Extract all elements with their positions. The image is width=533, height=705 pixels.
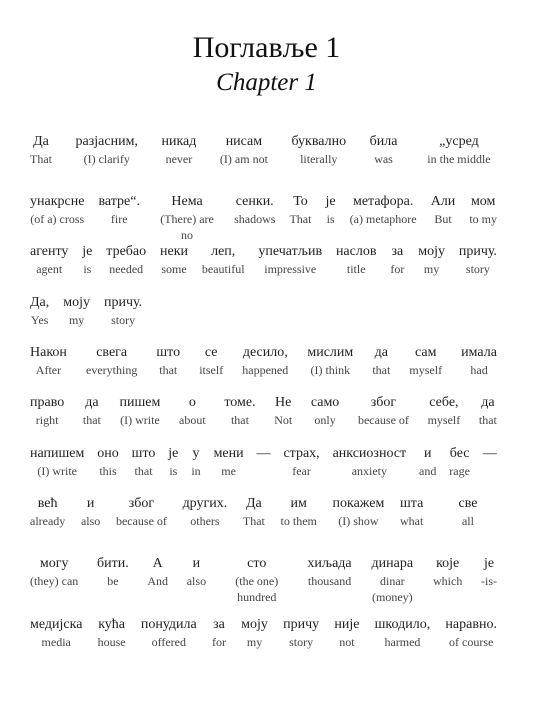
word-pair — [199, 344, 223, 378]
gloss: needed — [109, 262, 144, 276]
word-pair — [479, 394, 497, 428]
gloss: (I) think — [310, 363, 351, 377]
source-word: и — [423, 446, 432, 461]
word-pair — [154, 193, 220, 243]
gloss: also — [186, 574, 207, 588]
gloss: to them — [280, 514, 317, 528]
word-pair — [168, 445, 178, 479]
gloss: is — [169, 464, 178, 478]
gloss: agent — [36, 262, 63, 276]
gloss: rage — [449, 464, 470, 478]
word-pair — [311, 394, 339, 428]
word-pair — [445, 616, 497, 650]
source-word: које — [436, 556, 460, 571]
word-pair — [283, 445, 319, 479]
source-word: се — [204, 345, 218, 360]
gloss: anxiety — [351, 464, 388, 478]
word-pair — [481, 555, 497, 589]
gloss: for — [390, 262, 405, 276]
gloss: and — [419, 464, 437, 478]
gloss: is — [326, 212, 335, 226]
word-pair — [191, 445, 200, 479]
gloss: That — [242, 514, 265, 528]
word-pair — [183, 495, 228, 529]
word-pair — [459, 243, 497, 277]
word-pair — [241, 616, 268, 650]
gloss: in the middle — [427, 152, 491, 166]
source-word: ватре“. — [98, 194, 140, 209]
word-pair — [141, 616, 197, 650]
gloss: (I) show — [338, 514, 379, 528]
word-pair — [214, 445, 244, 479]
gloss: And — [147, 574, 169, 588]
word-pair — [258, 243, 322, 277]
source-word: сенки. — [235, 194, 274, 209]
word-pair — [97, 555, 129, 589]
source-word: оно — [97, 446, 119, 461]
chapter-subtitle: Chapter 1 — [216, 69, 317, 96]
source-word: томе. — [224, 395, 256, 410]
source-word: медијска — [30, 617, 83, 632]
gloss: for — [211, 635, 226, 649]
gloss: offered — [151, 635, 186, 649]
source-word: могу — [39, 556, 69, 571]
gloss: literally — [300, 152, 338, 166]
gloss: some — [161, 262, 187, 276]
source-word: већ — [37, 496, 58, 511]
gloss: is — [83, 262, 92, 276]
interlinear-line — [30, 495, 497, 529]
word-pair — [334, 616, 359, 650]
source-word: страх, — [283, 446, 320, 461]
word-pair — [98, 193, 140, 227]
source-word: Да — [33, 134, 49, 149]
source-word: динара — [371, 556, 414, 571]
word-pair — [104, 294, 142, 328]
source-word: само — [310, 395, 340, 410]
source-word: моју — [241, 617, 268, 632]
source-word: свега — [96, 345, 128, 360]
source-word: шта — [400, 496, 424, 511]
word-pair — [83, 394, 101, 428]
gloss: myself — [427, 413, 461, 427]
gloss: house — [97, 635, 126, 649]
word-pair — [449, 445, 470, 479]
source-word: понудила — [140, 617, 197, 632]
word-pair — [30, 243, 68, 277]
source-word: покажем — [332, 496, 385, 511]
source-word: неки — [160, 244, 188, 259]
gloss: in — [191, 464, 201, 478]
word-pair — [336, 243, 377, 277]
word-pair — [187, 555, 206, 589]
gloss: my — [423, 262, 440, 276]
gloss: fear — [292, 464, 311, 478]
word-pair — [81, 495, 100, 529]
source-word: да — [85, 395, 99, 410]
gloss: (a) metaphore — [349, 212, 417, 226]
word-pair — [431, 193, 456, 227]
source-word: моју — [418, 244, 445, 259]
interlinear-line — [30, 243, 497, 277]
source-word: — — [482, 446, 497, 461]
source-word: унакрсне — [30, 194, 85, 209]
word-pair — [358, 394, 409, 428]
word-pair — [234, 193, 275, 227]
source-word: све — [458, 496, 478, 511]
gloss: title — [346, 262, 366, 276]
gloss: others — [190, 514, 220, 528]
source-word: разјасним, — [75, 134, 138, 149]
word-pair — [30, 193, 84, 227]
gloss: had — [470, 363, 488, 377]
gloss: (of a) cross — [30, 212, 85, 226]
source-word: била — [369, 134, 398, 149]
source-word: о — [188, 395, 196, 410]
interlinear-line — [30, 394, 497, 428]
gloss: (the one) hundred — [235, 574, 279, 604]
source-word: бити. — [96, 556, 129, 571]
source-word: што — [131, 446, 156, 461]
word-pair — [63, 294, 90, 328]
interlinear-line — [30, 193, 497, 243]
source-word: да — [481, 395, 495, 410]
gloss: only — [314, 413, 336, 427]
word-pair — [428, 394, 461, 428]
gloss: (I) write — [120, 413, 160, 427]
source-word: никад — [161, 134, 197, 149]
gloss: After — [35, 363, 62, 377]
source-word: и — [86, 496, 95, 511]
source-word: других. — [182, 496, 228, 511]
gloss: that — [478, 413, 497, 427]
source-word: Након — [30, 345, 67, 360]
gloss: right — [35, 413, 59, 427]
word-pair — [76, 133, 138, 167]
gloss: about — [179, 413, 206, 427]
word-pair — [120, 394, 161, 428]
word-pair — [106, 243, 146, 277]
gloss: this — [99, 464, 117, 478]
word-pair — [116, 495, 167, 529]
chapter-heading — [0, 0, 533, 98]
word-pair — [400, 495, 423, 529]
interlinear-line — [30, 344, 497, 378]
gloss: my — [68, 313, 85, 327]
word-pair — [326, 193, 336, 227]
source-word: бес — [449, 446, 470, 461]
word-pair — [30, 555, 78, 589]
gloss: never — [165, 152, 193, 166]
gloss: to my — [469, 212, 497, 226]
gloss: story — [289, 635, 314, 649]
gloss: that — [159, 363, 178, 377]
source-word: наравно. — [445, 617, 497, 632]
gloss: (they) can — [30, 574, 79, 588]
source-word: је — [82, 244, 93, 259]
word-pair — [97, 445, 119, 479]
word-pair — [307, 555, 351, 589]
source-word: у — [192, 446, 200, 461]
source-word: и — [192, 556, 201, 571]
source-word: наслов — [335, 244, 377, 259]
source-word: за — [391, 244, 404, 259]
gloss: (I) am not — [219, 152, 268, 166]
interlinear-line — [30, 555, 497, 605]
source-word: требао — [106, 244, 147, 259]
word-pair — [82, 243, 92, 277]
gloss: But — [434, 212, 452, 226]
source-word: Не — [275, 395, 292, 410]
source-word: упечатљив — [258, 244, 323, 259]
source-word: сто — [247, 556, 267, 571]
gloss: (I) write — [37, 464, 77, 478]
gloss: which — [433, 574, 463, 588]
gloss: that — [82, 413, 101, 427]
gloss: be — [107, 574, 119, 588]
word-pair — [370, 555, 414, 605]
source-word: пишем — [119, 395, 161, 410]
word-pair — [483, 445, 497, 463]
word-pair — [421, 133, 497, 167]
word-pair — [433, 555, 462, 589]
gloss: happened — [242, 363, 289, 377]
word-pair — [212, 616, 226, 650]
source-word: леп, — [211, 244, 236, 259]
gloss: also — [80, 514, 101, 528]
gloss: of course — [449, 635, 494, 649]
gloss: all — [461, 514, 474, 528]
source-word: имала — [461, 345, 497, 360]
word-pair — [156, 344, 180, 378]
gloss: fire — [110, 212, 128, 226]
interlinear-line — [30, 616, 497, 650]
gloss: me — [221, 464, 236, 478]
word-pair — [291, 133, 346, 167]
gloss: That — [30, 152, 52, 166]
source-word: је — [325, 194, 336, 209]
source-word: није — [334, 617, 360, 632]
gloss: That — [289, 212, 312, 226]
source-word: сам — [415, 345, 437, 360]
source-word: причу. — [458, 244, 497, 259]
source-word: мом — [470, 194, 496, 209]
word-pair — [220, 133, 268, 167]
gloss: was — [374, 152, 393, 166]
source-word: десило, — [242, 345, 288, 360]
gloss: dinar (money) — [372, 574, 413, 604]
word-pair — [160, 243, 188, 277]
word-pair — [30, 294, 49, 328]
gloss: (I) clarify — [83, 152, 130, 166]
source-word: Али — [430, 194, 456, 209]
source-word: за — [213, 617, 225, 632]
word-pair — [439, 495, 497, 529]
gloss: harmed — [384, 635, 421, 649]
word-pair — [98, 616, 126, 650]
word-pair — [461, 344, 497, 378]
word-pair — [257, 445, 271, 463]
word-pair — [30, 344, 67, 378]
source-word: А — [152, 556, 163, 571]
word-pair — [283, 616, 319, 650]
word-pair — [30, 616, 82, 650]
word-pair — [161, 133, 196, 167]
gloss: itself — [199, 363, 224, 377]
gloss: everything — [86, 363, 138, 377]
source-word: Нема — [171, 194, 203, 209]
word-pair — [281, 495, 317, 529]
gloss: -is- — [481, 574, 497, 588]
gloss: Yes — [30, 313, 49, 327]
source-word: агенту — [30, 244, 69, 259]
interlinear-line — [30, 133, 497, 167]
source-word: напишем — [30, 446, 85, 461]
gloss: not — [339, 635, 355, 649]
word-pair — [30, 495, 65, 529]
word-pair — [30, 133, 52, 167]
source-word: шкодило, — [374, 617, 431, 632]
word-pair — [409, 344, 442, 378]
gloss: because of — [357, 413, 409, 427]
word-pair — [242, 344, 288, 378]
source-word: анксиозност — [332, 446, 407, 461]
source-word: метафора. — [352, 194, 414, 209]
word-pair — [224, 394, 255, 428]
word-pair — [30, 445, 84, 479]
word-pair — [372, 344, 390, 378]
source-word: причу. — [104, 295, 143, 310]
gloss: that — [134, 464, 153, 478]
word-pair — [350, 193, 417, 227]
source-word: — — [256, 446, 271, 461]
gloss: (There) are no — [160, 212, 214, 242]
gloss: media — [41, 635, 71, 649]
word-pair — [370, 133, 398, 167]
interlinear-line — [30, 294, 497, 328]
source-word: због — [370, 395, 397, 410]
gloss: beautiful — [201, 262, 245, 276]
source-word: буквално — [291, 134, 347, 149]
gloss: thousand — [307, 574, 352, 588]
gloss: because of — [115, 514, 167, 528]
source-word: је — [168, 446, 179, 461]
word-pair — [375, 616, 431, 650]
gloss: Not — [274, 413, 293, 427]
word-pair — [274, 394, 292, 428]
source-word: је — [483, 556, 495, 571]
word-pair — [419, 445, 436, 479]
source-word: хиљада — [307, 556, 352, 571]
word-pair — [243, 495, 265, 529]
word-pair — [225, 555, 289, 605]
gloss: already — [30, 514, 66, 528]
source-word: моју — [63, 295, 91, 310]
source-word: То — [293, 194, 308, 209]
source-word: што — [156, 345, 181, 360]
source-word: право — [30, 395, 65, 410]
source-word: мислим — [307, 345, 354, 360]
source-word: због — [128, 496, 155, 511]
gloss: myself — [409, 363, 443, 377]
gloss: that — [372, 363, 391, 377]
source-word: да — [374, 345, 388, 360]
word-pair — [333, 495, 385, 529]
word-pair — [307, 344, 353, 378]
word-pair — [132, 445, 156, 479]
interlinear-line — [30, 445, 497, 479]
word-pair — [179, 394, 206, 428]
source-word: причу — [283, 617, 320, 632]
source-word: Да, — [30, 295, 50, 310]
gloss: my — [246, 635, 263, 649]
chapter-title: Поглавље 1 — [192, 31, 341, 64]
word-pair — [147, 555, 168, 589]
source-word: Да — [246, 496, 262, 511]
gloss: impressive — [264, 262, 317, 276]
word-pair — [289, 193, 311, 227]
source-word: „усред — [439, 134, 479, 149]
word-pair — [30, 394, 64, 428]
source-word: мени — [213, 446, 244, 461]
word-pair — [333, 445, 407, 479]
word-pair — [202, 243, 245, 277]
word-pair — [418, 243, 445, 277]
word-pair — [390, 243, 404, 277]
source-word: нисам — [225, 134, 263, 149]
word-pair — [86, 344, 137, 378]
gloss: what — [400, 514, 424, 528]
gloss: story — [465, 262, 490, 276]
source-word: им — [290, 496, 307, 511]
word-pair — [469, 193, 497, 227]
source-word: себе, — [429, 395, 459, 410]
gloss: shadows — [234, 212, 276, 226]
gloss: story — [111, 313, 136, 327]
gloss: that — [230, 413, 249, 427]
source-word: кућа — [98, 617, 126, 632]
